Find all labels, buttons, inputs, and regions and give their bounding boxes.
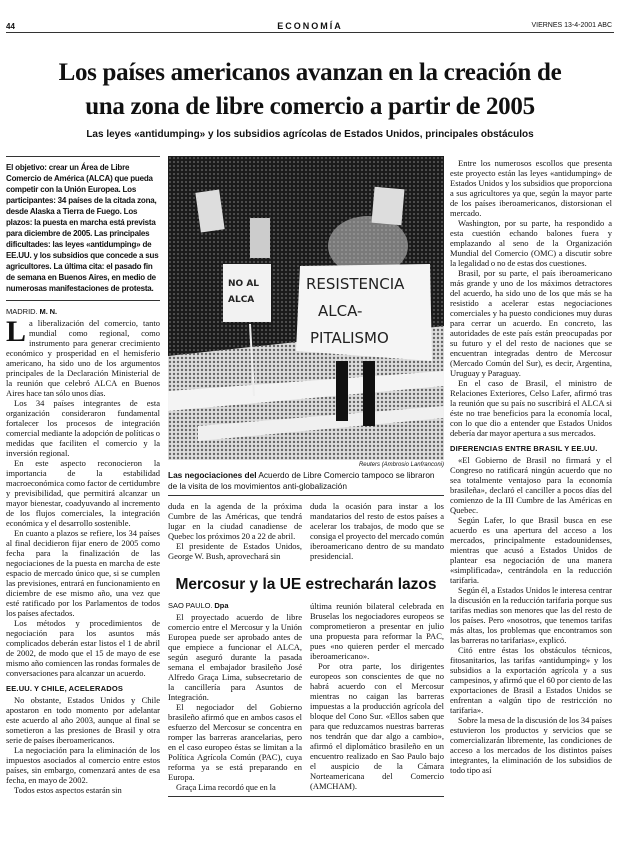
subheadline: Las leyes «antidumping» y los subsidios agrícolas de Estados Unidos, principales obstáculos — [86, 129, 534, 140]
paragraph: Brasil, por su parte, el país iberoamericano más grande y uno de los máximos detractores del acuerdo, ha sido uno de los que más se ha resistido a acelerar estas negociaciones comerciales y ha puesto condiciones muy duras para cerrar un acuerdo. En concreto, las autoridades de este país están preocupadas por su futuro y el del resto de naciones que se encuentran integradas dentro de Mercosur (Mercado Común del Sur), es decir, Argentina, Uruguay y Paraguay. — [450, 268, 612, 378]
caption-lead: Las negociaciones del — [168, 470, 257, 480]
summary-box: El objetivo: crear un Área de Libre Comercio de América (ALCA) que pueda competir con la Unión Europea. Los participantes: 34 países de la citada zona, desde Alaska a Tierra de Fuego. Los plazos: la puesta en marcha está prevista para diciembre de 2005. Las principales dificultades: las leyes «antidumping» de EE.UU. y los subsidios que concede a sus agricultores. La última cita: el pasado fin de semana en Buenos Aires, en medio de numerosas manifestaciones de protesta. — [6, 156, 160, 301]
paragraph: La negociación para la eliminación de los impuestos asociados al comercio entre estos países, sin embargo, comenzará antes de esa fecha, en mayo de 2002. — [6, 745, 160, 785]
sidebar-columns — [168, 601, 444, 792]
sign-pitalismo: PITALISMO — [310, 329, 389, 347]
lead-text: a liberalización del comercio, tanto mundial como regional, como instrumento para generar crecimiento económico y prosperidad en el hemisferio americano, ha sido uno de los argumentos principales de la Declaración Ministerial de la reunión que celebró ALCA en Buenos Aires hace tan sólo unos días. — [6, 318, 160, 398]
paragraph: Entre los numerosos escollos que presenta este proyecto están las leyes «antidumping» de Estados Unidos y los subsidios que proporciona a sus agricultores ya que, según la mayor parte de los países iberoamericanos, distorsionan el mercado. — [450, 158, 612, 218]
sign-resistencia: RESISTENCIA — [306, 275, 405, 293]
headline-line-1: Los países americanos avanzan en la creación de — [58, 59, 562, 86]
paragraph: última reunión bilateral celebrada en Bruselas los negociadores europeos se comprometieron a presentar en julio una propuesta para reformar la PAC, pues «no quieren perder el mercado iberoamericano». — [310, 601, 444, 661]
paragraph: El proyectado acuerdo de libre comercio entre el Mercosur y la Unión Europea puede ser aprobado antes de que empiece a funcionar el ALCA, según aseguró durante la pasada semana el embajador brasileño José Alfredo Graça Lima, subsecretario de la cancillería para Asuntos de Integración. — [168, 612, 302, 702]
sidebar-column-1 — [168, 601, 302, 792]
paragraph: En cuanto a plazos se refiere, los 34 países al final decidieron fijar enero de 2005 como fecha para la finalización de las negociaciones de la puesta en marcha de este espacio de mercado único que, si se cumplen las previsiones, entrará en funcionamiento en diciembre de ese mismo año, una vez que esté ratificado por los Parlamentos de todos los países afectados. — [6, 528, 160, 618]
section-subheading: DIFERENCIAS ENTRE BRASIL Y EE.UU. — [450, 444, 598, 453]
caption-rule — [168, 495, 444, 496]
page-number: 44 — [6, 22, 15, 31]
main-article-middle-column-2 — [310, 501, 444, 561]
paragraph: No obstante, Estados Unidos y Chile apostaron en todo momento por adelantar este acuerdo al año 2003, aunque al final se sometieron a las presiones de Brasil y otra serie de países iberoamericanos. — [6, 695, 160, 745]
sidebar-byline — [168, 601, 302, 611]
paragraph: Los 34 países integrantes de esta organización consideraron fundamental fortalecer los procesos de integración comercial mediante la adopción de políticas o medidas que faciliten el comercio y la inversión regional. — [6, 398, 160, 458]
sidebar-bottom-rule — [168, 796, 444, 797]
sign-no-al: NO AL — [228, 279, 260, 289]
protest-photo — [168, 156, 444, 460]
drop-cap: L — [6, 315, 27, 348]
photo-credit: Reuters (Ambrosio Lanfranconi) — [358, 462, 444, 468]
section-subheading: EE.UU. Y CHILE, ACELERADOS — [6, 684, 124, 693]
byline-place: MADRID. — [6, 307, 38, 316]
sidebar-headline: Mercosur y la UE estrecharán lazos — [175, 576, 437, 593]
photo-caption — [168, 470, 444, 491]
paragraph: Sobre la mesa de la discusión de los 34 países estuvieron los productos y servicios que se comercializarán libremente, las condiciones de acceso a los mercados de los distintos países integrantes, la eliminación de los subsidios de todo tipo así — [450, 715, 612, 775]
paragraph: Según él, a Estados Unidos le interesa centrar la discusión en la reducción tarifaria porque sus tarifas medias son menores que las del resto de los países. Pero «nosotros, que tenemos tarifas más altas, los problemas que encontramos son las barreras no tarifarias», explicó. — [450, 585, 612, 645]
paragraph: Graça Lima recordó que en la — [176, 782, 276, 792]
main-article-right-column — [450, 158, 612, 775]
paragraph: Citó entre éstas los obstáculos técnicos, fitosanitarios, las tarifas «antidumping» y los subsidios a la exportación agrícola y a sus campesinos, y afirmó que el 60 por ciento de las exportaciones de Brasil a Estados Unidos se enfrentan a «algún tipo de restricción no tarifaria». — [450, 645, 612, 715]
protest-photo-image — [168, 156, 444, 460]
paragraph: El presidente de Estados Unidos, George W. Bush, aprovechará sin — [168, 541, 302, 561]
main-article-middle-column-1 — [168, 501, 302, 561]
byline — [6, 307, 160, 317]
byline-author: M. N. — [39, 307, 58, 316]
middle-column — [168, 156, 444, 797]
issue-date: VIERNES 13-4-2001 ABC — [531, 22, 612, 29]
paragraph: En el caso de Brasil, el ministro de Relaciones Exteriores, Celso Lafer, afirmó tras la reunión que su país no suscribirá el ALCA si éste no trae beneficios para la economía local, con lo que dio a entender que Estados Unidos debería dar mayor apertura a sus mercados. — [450, 378, 612, 438]
paragraph: Los métodos y procedimientos de negociación para los asuntos más complicados deberán estar listos el 1 de abril de 2002, de modo que el 15 de mayo de ese mismo año comiencen las rondas formales de conversaciones para alcanzar un acuerdo. — [6, 618, 160, 678]
caption-text: Acuerdo de Libre Comercio tampoco se libraron de la visita de los movimientos anti-globalización — [168, 470, 435, 491]
sign-alca-line: ALCA- — [318, 302, 363, 320]
paragraph: Todos estos aspectos estarán sin — [14, 785, 122, 795]
paragraph: El negociador del Gobierno brasileño afirmó que en ambos casos el esfuerzo del Mercosur se concentra en romper las barreras arancelarias, pero en el caso europeo éstas se limitan a la Política Agrícola Común (PAC), cuya reforma ya se está preparando en Europa. — [168, 702, 302, 782]
sidebar-column-2 — [310, 601, 444, 792]
main-article-middle-columns — [168, 501, 444, 561]
header-rule — [6, 32, 614, 33]
sidebar-byline-agency: Dpa — [214, 601, 229, 610]
paragraph: Según Lafer, lo que Brasil busca en ese acuerdo es una apertura del acceso a los mercados, principalmente estadounidenses, mientras que acusó a Estados Unidos de plantear esa negociación de una manera «simplificada», centrándola en la reducción tarifaria. — [450, 515, 612, 585]
section-name: ECONOMÍA — [277, 21, 343, 31]
paragraph: «El Gobierno de Brasil no firmará y el Congreso no ratificará ningún acuerdo que no sea totalmente ventajoso para la economía brasileña», declaró el canciller a pocos días del comienzo de la III Cumbre de las Américas en Quebec. — [450, 455, 612, 515]
lead-paragraph — [6, 315, 160, 398]
main-article-left-column — [6, 307, 160, 795]
paragraph: duda en la agenda de la próxima Cumbre de las Américas, que tendrá lugar en la ciudad canadiense de Quebec los próximos 20 a 22 de abril. — [168, 501, 302, 541]
paragraph: duda la ocasión para instar a los mandatarios del resto de estos países a acelerar los trabajos, de modo que se consiga el proyecto del mercado común iberoamericano dentro de su mandato presidencial. — [310, 501, 444, 561]
left-column — [6, 156, 160, 795]
sidebar-byline-place: SAO PAULO. — [168, 601, 213, 610]
headline-line-2: una zona de libre comercio a partir de 2005 — [85, 93, 535, 120]
paragraph: En este aspecto reconocieron la importancia de la estabilidad macroeconómica como factor de certidumbre y previsibilidad, que permitirá alcanzar un mayor bienestar, coadyuvando al incremento de los flujos comerciales, la integración económica y el desarrollo sostenible. — [6, 458, 160, 528]
paragraph: Washington, por su parte, ha respondido a esta cuestión echando balones fuera y emplazando al seno de la Organización Mundial del Comercio (OMC) a discutir sobre la legalidad o no de estas dos cuestiones. — [450, 218, 612, 268]
sign-alca: ALCA — [228, 295, 255, 305]
paragraph: Por otra parte, los dirigentes europeos son conscientes de que no habrá acuerdo con el Mercosur mientras no caigan las barreras impuestas a la producción agrícola del bloque del Cono Sur. «Ellos saben que para que reduzcamos nuestras barreras nos tendrán que dar algo a cambio», afirmó el diplomático brasileño en un encuentro realizado en Sao Paulo bajo el auspicio de la Cámara Norteamericana del Comercio (AMCHAM). — [310, 661, 444, 791]
